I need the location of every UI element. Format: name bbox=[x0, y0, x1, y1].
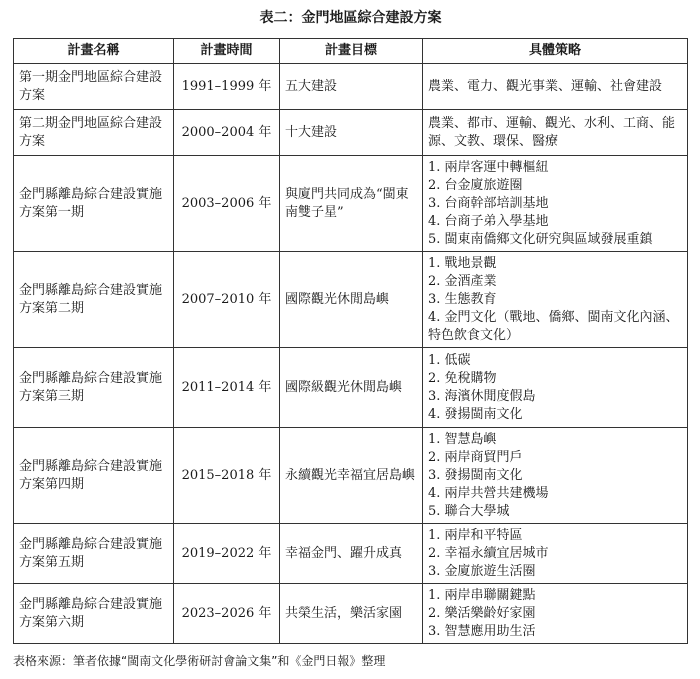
plan-period: 2011–2014 年 bbox=[174, 348, 280, 428]
plan-goal: 永續觀光幸福宜居島嶼 bbox=[280, 428, 423, 524]
strategy-list bbox=[428, 255, 682, 345]
strategy-item: 3. 智慧應用助生活 bbox=[428, 623, 536, 639]
strategy-item: 1. 兩岸客運中轉樞紐 bbox=[428, 159, 549, 175]
table-source-note: 表格來源：筆者依據“閩南文化學術研討會論文集”和《金門日報》整理 bbox=[13, 654, 386, 668]
table-row bbox=[14, 252, 688, 348]
strategy-item: 4. 發揚閩南文化 bbox=[428, 406, 523, 422]
plan-name: 金門縣離島綜合建設實施方案第四期 bbox=[14, 428, 174, 524]
header-strategy: 具體策略 bbox=[423, 39, 688, 64]
strategy-item: 3. 生態教育 bbox=[428, 291, 497, 307]
plan-strategy bbox=[423, 348, 688, 428]
strategy-item: 2. 幸福永續宜居城市 bbox=[428, 545, 549, 561]
plan-period: 2015–2018 年 bbox=[174, 428, 280, 524]
strategy-list bbox=[428, 527, 682, 581]
strategy-item: 2. 金酒產業 bbox=[428, 273, 497, 289]
table-title: 表二：金門地區綜合建設方案 bbox=[259, 10, 442, 26]
strategy-item: 4. 金門文化（戰地、僑鄉、閩南文化內涵、特色飲食文化） bbox=[428, 309, 679, 343]
strategy-item: 2. 兩岸商貿門戶 bbox=[428, 449, 523, 465]
strategy-item: 1. 兩岸和平特區 bbox=[428, 527, 523, 543]
strategy-list bbox=[428, 431, 682, 521]
plan-period: 2003–2006 年 bbox=[174, 156, 280, 252]
header-period: 計畫時間 bbox=[174, 39, 280, 64]
plan-strategy bbox=[423, 584, 688, 644]
strategy-item: 1. 兩岸串聯關鍵點 bbox=[428, 587, 536, 603]
strategy-list bbox=[428, 587, 682, 641]
plan-period: 2000–2004 年 bbox=[174, 110, 280, 156]
plan-name: 金門縣離島綜合建設實施方案第五期 bbox=[14, 524, 174, 584]
table-row bbox=[14, 584, 688, 644]
plan-goal: 幸福金門、躍升成真 bbox=[280, 524, 423, 584]
table-row bbox=[14, 428, 688, 524]
plan-goal: 十大建設 bbox=[280, 110, 423, 156]
plan-period: 2007–2010 年 bbox=[174, 252, 280, 348]
strategy-list bbox=[428, 352, 682, 424]
strategy-item: 3. 發揚閩南文化 bbox=[428, 467, 523, 483]
strategy-item: 1. 戰地景觀 bbox=[428, 255, 497, 271]
strategy-item: 2. 樂活樂齡好家園 bbox=[428, 605, 536, 621]
plan-goal: 國際觀光休閒島嶼 bbox=[280, 252, 423, 348]
plan-table bbox=[13, 38, 688, 644]
plan-name: 金門縣離島綜合建設實施方案第二期 bbox=[14, 252, 174, 348]
plan-name: 金門縣離島綜合建設實施方案第一期 bbox=[14, 156, 174, 252]
plan-name: 第一期金門地區綜合建設方案 bbox=[14, 64, 174, 110]
plan-strategy: 農業、都市、運輸、觀光、水利、工商、能源、文教、環保、醫療 bbox=[423, 110, 688, 156]
strategy-item: 4. 兩岸共營共建機場 bbox=[428, 485, 549, 501]
plan-period: 1991–1999 年 bbox=[174, 64, 280, 110]
plan-goal: 共榮生活，樂活家園 bbox=[280, 584, 423, 644]
strategy-item: 2. 台金廈旅遊圈 bbox=[428, 177, 523, 193]
strategy-item: 3. 台商幹部培訓基地 bbox=[428, 195, 549, 211]
table-row bbox=[14, 156, 688, 252]
strategy-item: 5. 聯合大學城 bbox=[428, 503, 510, 519]
strategy-item: 3. 金廈旅遊生活圈 bbox=[428, 563, 536, 579]
strategy-item: 1. 低碳 bbox=[428, 352, 471, 368]
table-row bbox=[14, 348, 688, 428]
plan-name: 金門縣離島綜合建設實施方案第三期 bbox=[14, 348, 174, 428]
plan-strategy bbox=[423, 156, 688, 252]
table-row bbox=[14, 110, 688, 156]
strategy-item: 5. 閩東南僑鄉文化研究與區域發展重鎮 bbox=[428, 231, 653, 247]
plan-name: 第二期金門地區綜合建設方案 bbox=[14, 110, 174, 156]
plan-period: 2023–2026 年 bbox=[174, 584, 280, 644]
header-goal: 計畫目標 bbox=[280, 39, 423, 64]
strategy-item: 2. 免稅購物 bbox=[428, 370, 497, 386]
plan-goal: 五大建設 bbox=[280, 64, 423, 110]
strategy-item: 1. 智慧島嶼 bbox=[428, 431, 497, 447]
strategy-item: 3. 海濱休閒度假島 bbox=[428, 388, 536, 404]
plan-strategy bbox=[423, 252, 688, 348]
table-row bbox=[14, 524, 688, 584]
strategy-item: 4. 台商子弟入學基地 bbox=[428, 213, 549, 229]
table-row bbox=[14, 64, 688, 110]
plan-strategy: 農業、電力、觀光事業、運輸、社會建設 bbox=[423, 64, 688, 110]
plan-name: 金門縣離島綜合建設實施方案第六期 bbox=[14, 584, 174, 644]
plan-strategy bbox=[423, 524, 688, 584]
strategy-list bbox=[428, 159, 682, 249]
plan-goal: 國際級觀光休閒島嶼 bbox=[280, 348, 423, 428]
plan-period: 2019–2022 年 bbox=[174, 524, 280, 584]
plan-goal: 與廈門共同成為“閩東南雙子星” bbox=[280, 156, 423, 252]
plan-strategy bbox=[423, 428, 688, 524]
header-name: 計畫名稱 bbox=[14, 39, 174, 64]
header-row bbox=[14, 39, 688, 64]
